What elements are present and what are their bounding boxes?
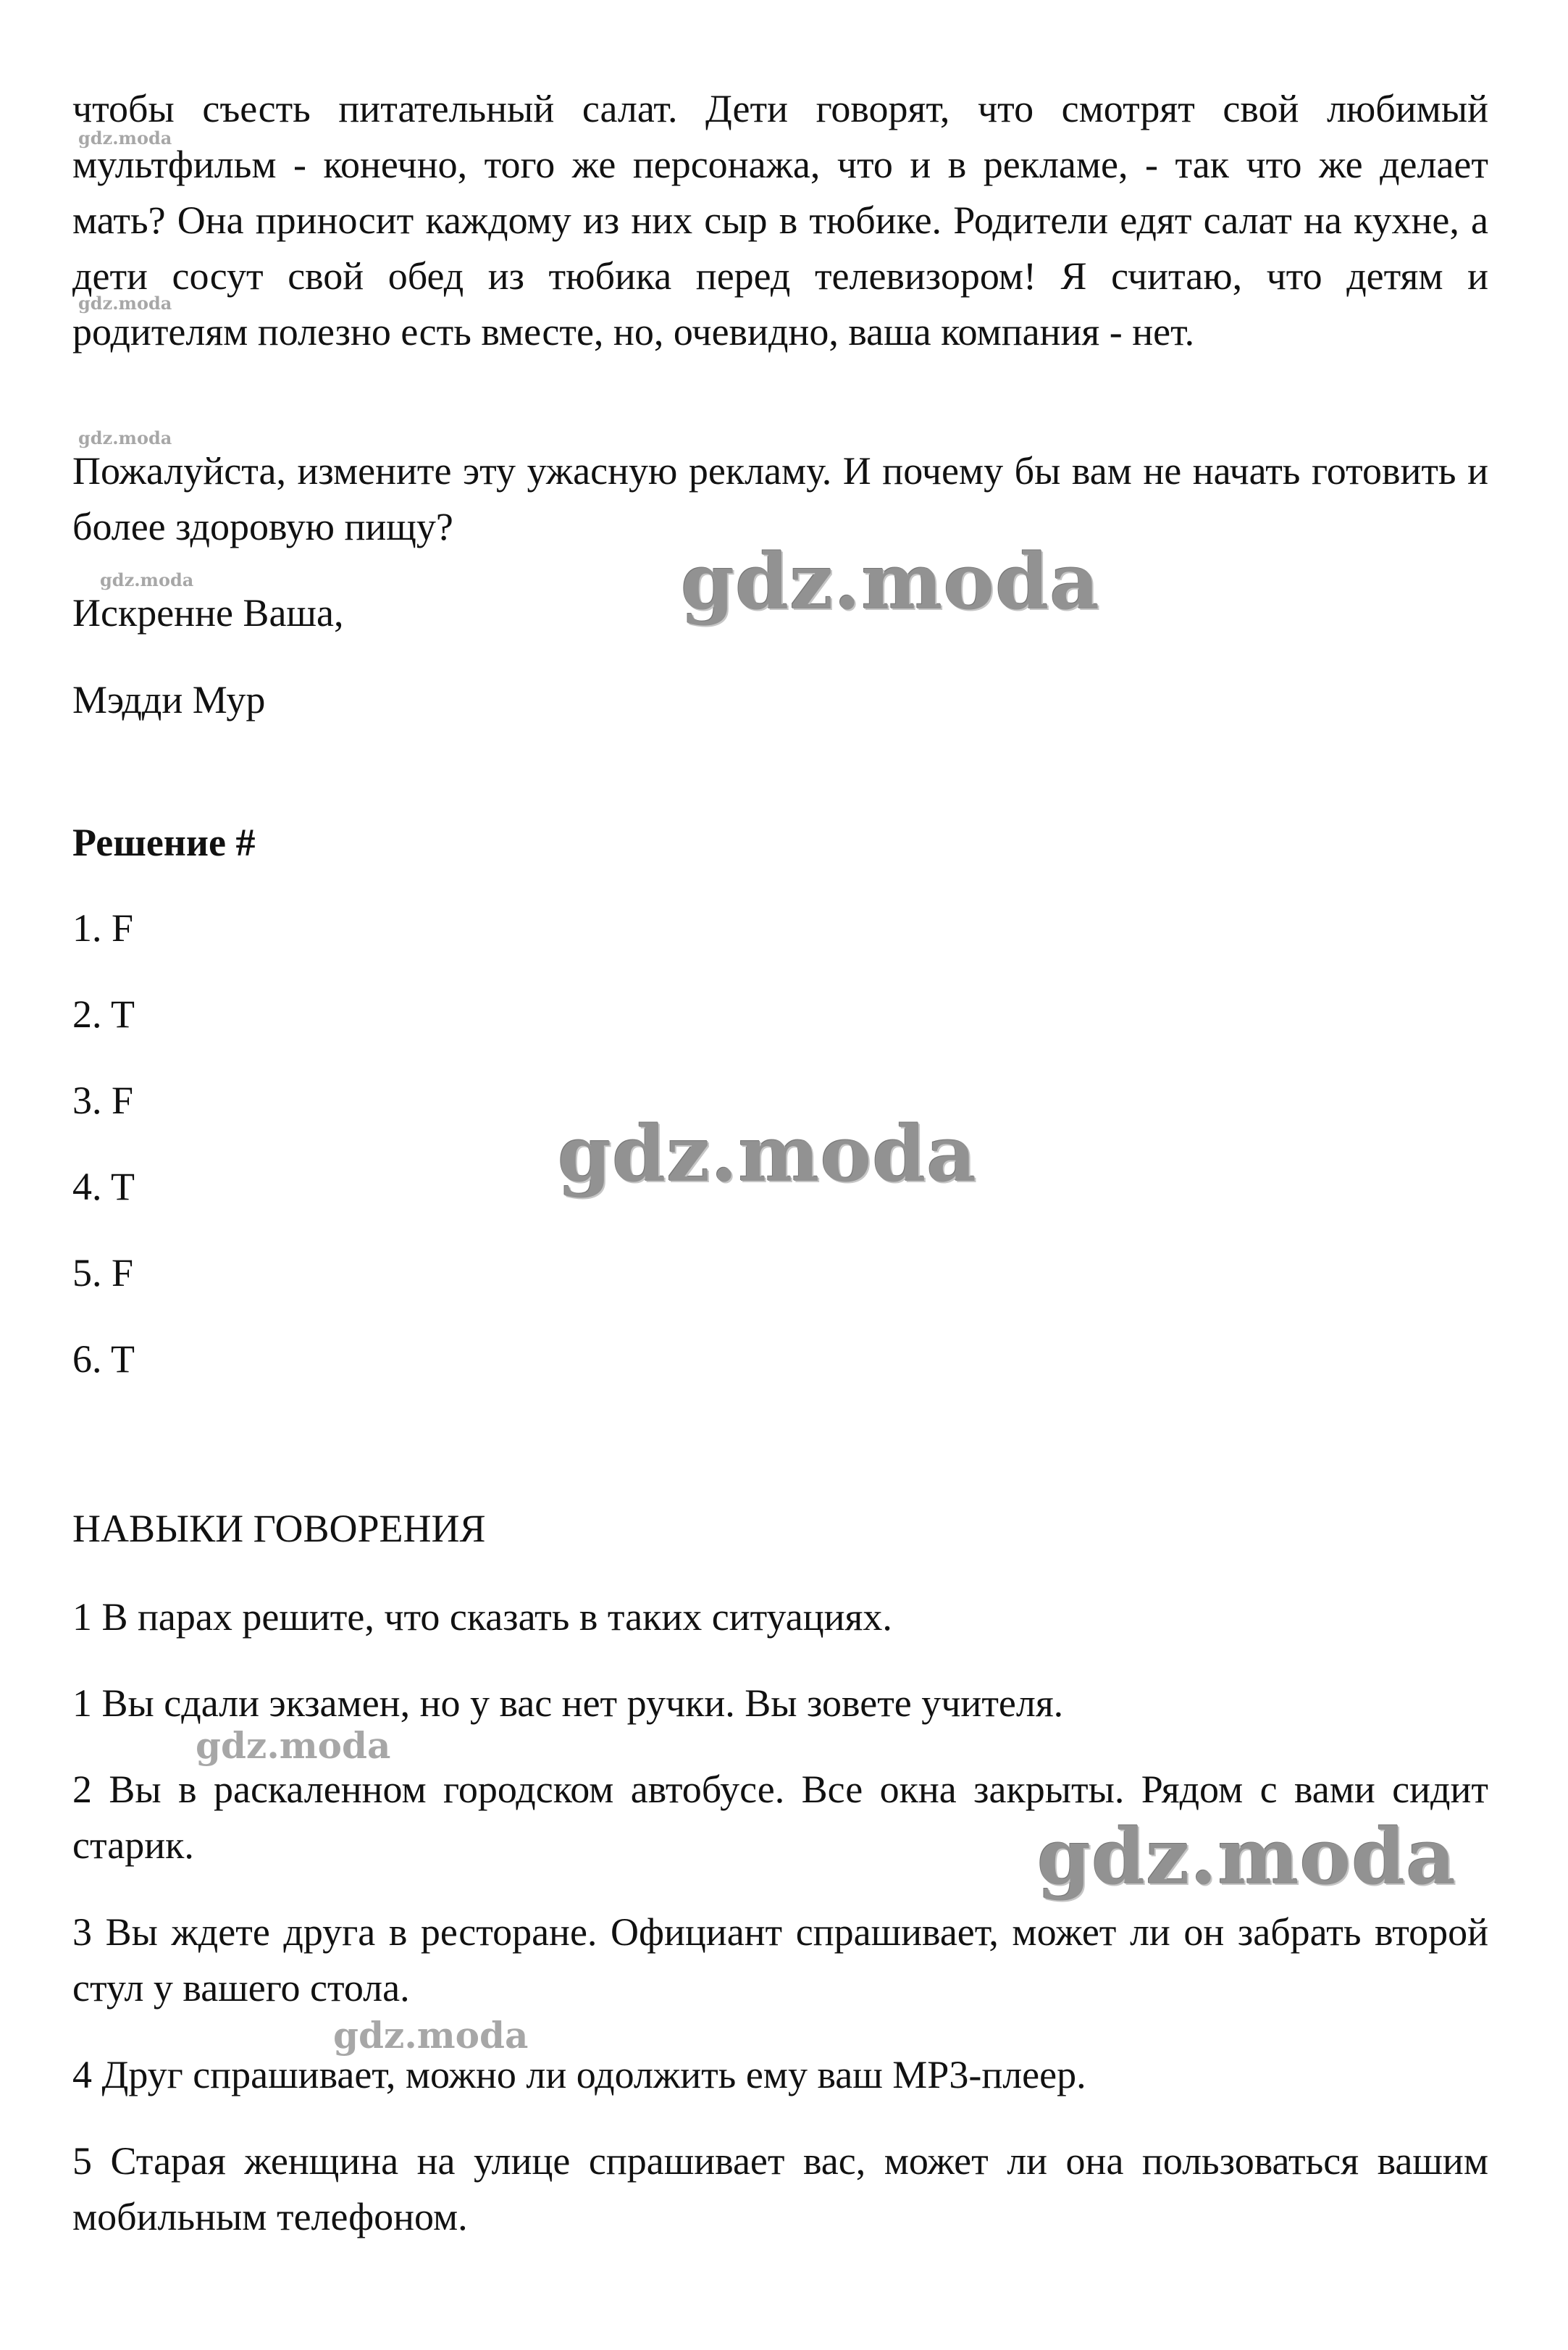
answer-2: 2. T	[72, 992, 135, 1036]
watermark-medium: gdz.moda	[333, 2014, 529, 2057]
answer-6: 6. T	[72, 1337, 135, 1381]
letter-paragraph-1: чтобы съесть питательный салат. Дети говорят, что смотрят свой любимый мультфильм - конечно, того же персонажа, что и в рекламе, - так что же делает мать? Она приносит каждому из них сыр в тюбике. Родители едят салат на кухне, а дети сосут свой обед из тюбика перед телевизором! Я считаю, что детям и родителям полезно есть вместе, но, очевидно, ваша компания - нет.	[72, 87, 1488, 354]
watermark-small: gdz.moda	[78, 427, 172, 448]
watermark-small: gdz.moda	[78, 293, 172, 314]
situation-2: 2 Вы в раскаленном городском автобусе. Все окна закрыты. Рядом с вами сидит старик.	[72, 1768, 1488, 1867]
watermark-large: gdz.moda	[558, 1108, 977, 1199]
letter-paragraph-2: Пожалуйста, измените эту ужасную рекламу. И почему бы вам не начать готовить и более здоровую пищу?	[72, 449, 1488, 548]
watermark-large: gdz.moda	[1037, 1811, 1456, 1902]
watermark-small: gdz.moda	[100, 569, 194, 590]
watermark-medium: gdz.moda	[196, 1724, 391, 1767]
situation-3: 3 Вы ждете друга в ресторане. Официант спрашивает, может ли он забрать второй стул у вашего стола.	[72, 1910, 1488, 2010]
watermark-small: gdz.moda	[78, 127, 172, 149]
answer-3: 3. F	[72, 1079, 134, 1122]
answer-1: 1. F	[72, 906, 134, 950]
watermark-large: gdz.moda	[681, 536, 1100, 627]
answer-4: 4. T	[72, 1165, 135, 1208]
speaking-task: 1 В парах решите, что сказать в таких ситуациях.	[72, 1595, 892, 1639]
letter-closing: Искренне Ваша,	[72, 591, 344, 635]
speaking-heading: НАВЫКИ ГОВОРЕНИЯ	[72, 1507, 486, 1550]
letter-signature: Мэдди Мур	[72, 678, 266, 722]
situation-4: 4 Друг спрашивает, можно ли одолжить ему ваш MP3-плеер.	[72, 2053, 1086, 2096]
situation-1: 1 Вы сдали экзамен, но у вас нет ручки. Вы зовете учителя.	[72, 1681, 1064, 1725]
situation-5: 5 Старая женщина на улице спрашивает вас, может ли она пользоваться вашим мобильным телефоном.	[72, 2139, 1488, 2238]
answer-5: 5. F	[72, 1251, 134, 1295]
solution-heading: Решение #	[72, 821, 256, 864]
